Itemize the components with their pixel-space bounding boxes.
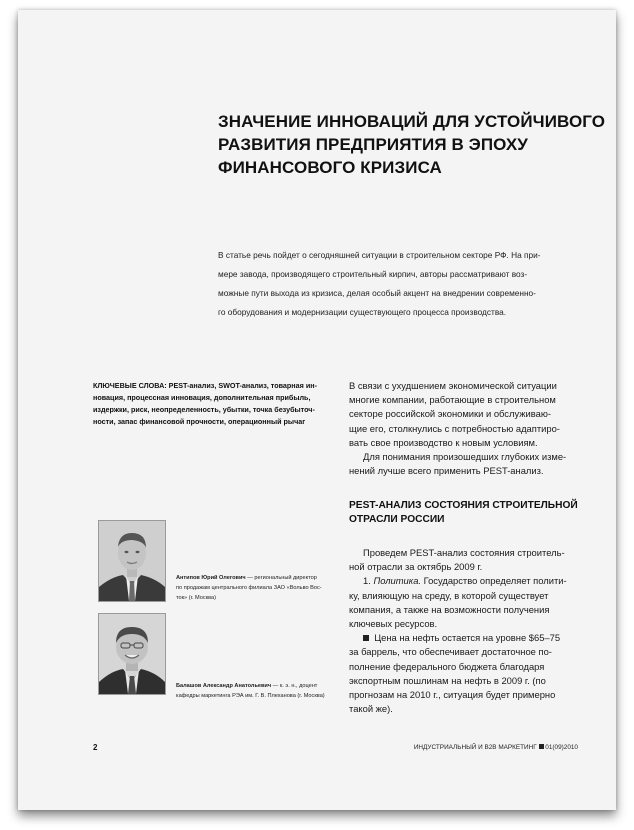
body-line: прогнозам на 2010 г., ситуация будет примерно [349, 689, 556, 701]
body-column-section [349, 546, 599, 716]
body-line: щие его, столкнулись с потребностью адаптиро- [349, 422, 560, 434]
abstract-line: В статье речь пойдет о сегодняшней ситуации в строительном секторе РФ. На при- [218, 250, 541, 260]
keywords-line: КЛЮЧЕВЫЕ СЛОВА: PEST-анализ, SWOT-анализ, товарная ин- [93, 381, 317, 390]
author-bio-line: по продажам центрального филиала ЗАО «Вольво Вос- [176, 585, 322, 591]
author-bio-line: ток» (г. Москва) [176, 595, 217, 601]
body-line: за баррель, что обеспечивает достаточное по- [349, 646, 552, 658]
body-line: компания, а также на возможности получения [349, 603, 550, 615]
body-line: многие компании, работающие в строительном [349, 394, 556, 406]
body-line: ной отрасли за октябрь 2009 г. [349, 561, 483, 573]
body-line: нений лучше всего применить PEST-анализ. [349, 465, 544, 477]
body-line: Для понимания произошедших глубоких изме- [363, 451, 567, 463]
body-line: такой же). [349, 703, 393, 715]
journal-name: ИНДУСТРИАЛЬНЫЙ И B2B МАРКЕТИНГ [413, 744, 537, 751]
page-number: 2 [93, 743, 98, 752]
item-text: Государство определяет полити- [421, 575, 567, 587]
section-heading-line: ОТРАСЛИ РОССИИ [349, 514, 445, 525]
author-photo-antipov [98, 520, 166, 602]
bullet-text: Цена на нефть остается на уровне $65–75 [374, 632, 561, 644]
body-line: В связи с ухудшением экономической ситуации [349, 380, 557, 391]
body-line: ку, влияющую на среду, в которой существует [349, 589, 549, 601]
item-number: 1. [363, 575, 374, 587]
author-bio-line: кафедры маркетинга РЭА им. Г. В. Плеханова (г. Москва) [176, 693, 325, 699]
body-column-intro [349, 379, 599, 478]
article-abstract [218, 246, 590, 322]
author-bio-line: Балашов Александр Анатольевич — к. э. н., доцент [176, 683, 318, 689]
journal-issue: 01(09)2010 [545, 744, 578, 751]
body-line: Проведем PEST-анализ состояния строитель- [363, 547, 565, 558]
title-line: ФИНАНСОВОГО КРИЗИСА [218, 158, 442, 177]
keywords-block [93, 380, 333, 428]
body-line: экспортным пошлинам на нефть в 2009 г. (по [349, 674, 546, 686]
abstract-line: мере завода, производящего строительный кирпич, авторы рассматривают воз- [218, 269, 528, 279]
keywords-line: ности, запас финансовой прочности, операционный рычаг [93, 417, 306, 426]
abstract-line: го оборудования и модернизации существующего процесса производства. [218, 307, 507, 317]
author-photo-balashov [98, 613, 166, 695]
author-name: Антипов Юрий Олегович [176, 575, 246, 581]
body-line: ключевых ресурсов. [349, 618, 438, 630]
numbered-item [349, 574, 599, 588]
keywords-line: издержки, риск, неопределенность, убытки, точка безубыточ- [93, 405, 315, 414]
author-bio [176, 681, 351, 701]
portrait-image [99, 521, 165, 601]
abstract-line: можные пути выхода из кризиса, делая особый акцент на внедрении современно- [218, 288, 536, 298]
author-bio-line: Антипов Юрий Олегович — региональный директор [176, 575, 317, 581]
author-bio [176, 573, 351, 603]
author-name: Балашов Александр Анатольевич [176, 683, 272, 689]
bullet-item [349, 631, 599, 645]
body-line: полнение федерального бюджета благодаря [349, 660, 545, 672]
title-line: РАЗВИТИЯ ПРЕДПРИЯТИЯ В ЭПОХУ [218, 135, 528, 154]
journal-footer [414, 744, 578, 751]
title-line: ЗНАЧЕНИЕ ИННОВАЦИЙ ДЛЯ УСТОЙЧИВОГО [218, 112, 606, 131]
keywords-line: новация, процессная инновация, дополнительная прибыль, [93, 393, 311, 402]
body-line: вать свое производство к новым условиям. [349, 436, 538, 448]
separator-square-icon [539, 744, 544, 749]
bullet-square-icon [363, 635, 369, 641]
section-heading-line: PEST-АНАЛИЗ СОСТОЯНИЯ СТРОИТЕЛЬНОЙ [349, 500, 578, 511]
item-label: Политика. [373, 575, 422, 587]
document-page [18, 10, 616, 810]
section-heading [349, 499, 599, 527]
portrait-image [99, 614, 165, 694]
article-title [218, 110, 606, 179]
body-line: секторе российской экономики и обслуживаю- [349, 408, 552, 420]
